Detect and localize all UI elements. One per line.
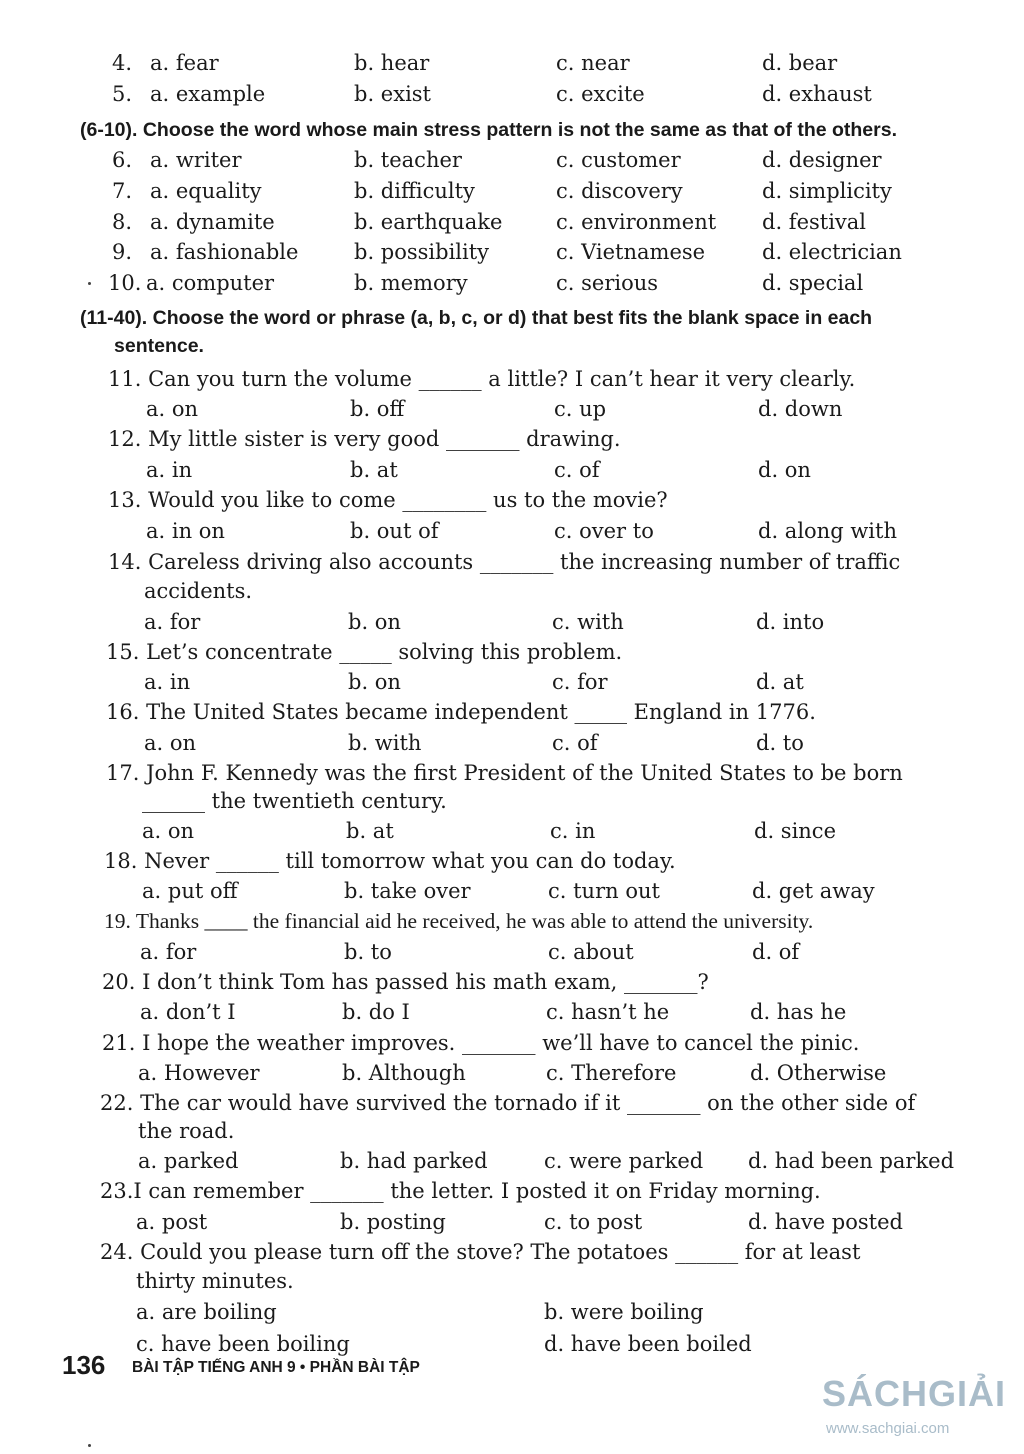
option-a: a. are boiling xyxy=(136,1300,277,1324)
section-heading-6-10: (6-10). Choose the word whose main stress pattern is not the same as that of the others. xyxy=(80,119,898,141)
option-b: b. at xyxy=(346,819,394,843)
option-d: d. to xyxy=(756,731,804,755)
heading-line-1: (11-40). Choose the word or phrase (a, b, c, or d) that best fits the blank space in each xyxy=(80,307,873,329)
option-b: b. difficulty xyxy=(354,179,475,203)
option-b: b. posting xyxy=(340,1210,446,1234)
question-5 xyxy=(0,79,1024,109)
option-c: c. turn out xyxy=(548,879,660,903)
question-12-text: 12. My little sister is very good _______ drawing. xyxy=(108,427,621,451)
question-number: 10. xyxy=(108,271,142,295)
question-20-options xyxy=(0,997,1024,1027)
option-b: b. do I xyxy=(342,1000,410,1024)
option-d: d. at xyxy=(756,670,804,694)
option-c: c. hasn’t he xyxy=(546,1000,670,1024)
question-24-continuation: thirty minutes. xyxy=(136,1269,294,1293)
question-14-text: 14. Careless driving also accounts _______ the increasing number of traffic xyxy=(108,550,901,574)
watermark-logo: SÁCHGIẢI xyxy=(822,1373,1007,1414)
option-c: c. discovery xyxy=(556,179,683,203)
option-c: c. excite xyxy=(556,82,645,106)
option-c: c. of xyxy=(552,731,598,755)
option-a: a. on xyxy=(142,819,195,843)
option-a: a. dynamite xyxy=(150,210,275,234)
question-12-options xyxy=(0,455,1024,485)
option-c: c. environment xyxy=(556,210,717,234)
question-13-options xyxy=(0,516,1024,546)
question-17-options xyxy=(0,816,1024,846)
question-22-options xyxy=(0,1146,1024,1176)
question-23-text: 23.I can remember _______ the letter. I posted it on Friday morning. xyxy=(100,1179,821,1203)
option-c: c. near xyxy=(556,51,630,75)
option-d: d. bear xyxy=(762,51,838,75)
option-b: b. to xyxy=(344,940,392,964)
option-d: d. special xyxy=(762,271,864,295)
question-16-options xyxy=(0,728,1024,758)
option-d: d. into xyxy=(756,610,825,634)
question-18-options xyxy=(0,876,1024,906)
watermark-url: www.sachgiai.com xyxy=(826,1420,950,1437)
question-24-options-row-1 xyxy=(0,1297,1024,1327)
option-c: c. up xyxy=(554,397,607,421)
option-a: a. on xyxy=(144,731,197,755)
question-11-options xyxy=(0,394,1024,424)
option-c: c. Therefore xyxy=(546,1061,677,1085)
option-c: c. to post xyxy=(544,1210,643,1234)
option-a: a. don’t I xyxy=(140,1000,236,1024)
question-7 xyxy=(0,176,1024,206)
question-20-text: 20. I don’t think Tom has passed his math exam, _______? xyxy=(102,970,709,994)
option-a: a. example xyxy=(150,82,266,106)
question-8 xyxy=(0,207,1024,237)
book-title: BÀI TẬP TIẾNG ANH 9 • PHẦN BÀI TẬP xyxy=(132,1359,420,1376)
option-b: b. were boiling xyxy=(544,1300,704,1324)
option-d: d. down xyxy=(758,397,843,421)
question-15-text: 15. Let’s concentrate _____ solving this problem. xyxy=(106,640,623,664)
question-18-text: 18. Never ______ till tomorrow what you can do today. xyxy=(104,849,676,873)
option-d: d. had been parked xyxy=(748,1149,955,1173)
section-heading-11-40 xyxy=(80,304,980,360)
question-number: 5. xyxy=(112,82,133,106)
option-d: d. since xyxy=(754,819,837,843)
option-d: d. on xyxy=(758,458,811,482)
option-c: c. in xyxy=(550,819,596,843)
option-a: a. post xyxy=(136,1210,208,1234)
option-d: d. designer xyxy=(762,148,882,172)
question-23-options xyxy=(0,1207,1024,1237)
question-22-text: 22. The car would have survived the tornado if it _______ on the other side of xyxy=(100,1091,916,1115)
option-d: d. Otherwise xyxy=(750,1061,887,1085)
option-a: a. computer xyxy=(146,271,275,295)
option-a: a. in xyxy=(146,458,193,482)
option-a: a. However xyxy=(138,1061,260,1085)
question-number: 4. xyxy=(112,51,133,75)
question-21-text: 21. I hope the weather improves. _______ we’ll have to cancel the pinic. xyxy=(102,1031,860,1055)
option-c: c. were parked xyxy=(544,1149,704,1173)
option-a: a. on xyxy=(146,397,199,421)
question-17-continuation: ______ the twentieth century. xyxy=(142,789,447,813)
option-d: d. of xyxy=(752,940,800,964)
option-a: a. fashionable xyxy=(150,240,299,264)
option-b: b. on xyxy=(348,610,401,634)
question-21-options xyxy=(0,1058,1024,1088)
question-19-text: 19. Thanks ____ the financial aid he received, he was able to attend the university. xyxy=(104,909,814,933)
option-a: a. fear xyxy=(150,51,219,75)
option-b: b. had parked xyxy=(340,1149,488,1173)
option-d: d. festival xyxy=(762,210,867,234)
question-number: 7. xyxy=(112,179,133,203)
question-15-options xyxy=(0,667,1024,697)
question-number: 6. xyxy=(112,148,133,172)
question-6 xyxy=(0,145,1024,175)
question-24-options-row-2 xyxy=(0,1329,1024,1359)
option-c: c. have been boiling xyxy=(136,1332,350,1356)
option-b: b. memory xyxy=(354,271,468,295)
question-10 xyxy=(0,268,1024,298)
option-b: b. hear xyxy=(354,51,430,75)
option-c: c. customer xyxy=(556,148,681,172)
option-a: a. in on xyxy=(146,519,225,543)
option-b: b. take over xyxy=(344,879,471,903)
scan-speck xyxy=(88,282,91,285)
option-c: c. of xyxy=(554,458,600,482)
option-c: c. about xyxy=(548,940,634,964)
question-19-options xyxy=(0,937,1024,967)
question-number: 9. xyxy=(112,240,133,264)
option-b: b. Although xyxy=(342,1061,466,1085)
scan-speck xyxy=(88,1444,91,1447)
question-number: 8. xyxy=(112,210,133,234)
option-b: b. earthquake xyxy=(354,210,503,234)
question-11-text: 11. Can you turn the volume ______ a little? I can’t hear it very clearly. xyxy=(108,367,856,391)
question-13-text: 13. Would you like to come ________ us to the movie? xyxy=(108,488,668,512)
option-d: d. along with xyxy=(758,519,897,543)
option-b: b. off xyxy=(350,397,405,421)
option-a: a. for xyxy=(140,940,197,964)
page-number: 136 xyxy=(62,1350,106,1380)
option-d: d. get away xyxy=(752,879,875,903)
option-a: a. equality xyxy=(150,179,262,203)
option-a: a. put off xyxy=(142,879,238,903)
option-c: c. over to xyxy=(554,519,654,543)
question-22-continuation: the road. xyxy=(138,1119,235,1143)
option-d: d. exhaust xyxy=(762,82,872,106)
option-b: b. with xyxy=(348,731,422,755)
option-a: a. for xyxy=(144,610,201,634)
heading-line-2: sentence. xyxy=(114,335,204,357)
option-a: a. parked xyxy=(138,1149,239,1173)
option-c: c. with xyxy=(552,610,624,634)
option-b: b. on xyxy=(348,670,401,694)
option-b: b. possibility xyxy=(354,240,490,264)
option-a: a. writer xyxy=(150,148,242,172)
option-d: d. simplicity xyxy=(762,179,892,203)
question-9 xyxy=(0,237,1024,267)
option-c: c. for xyxy=(552,670,608,694)
question-14-continuation: accidents. xyxy=(144,579,253,603)
option-b: b. teacher xyxy=(354,148,462,172)
question-17-text: 17. John F. Kennedy was the first President of the United States to be born xyxy=(106,761,903,785)
option-b: b. at xyxy=(350,458,398,482)
option-c: c. serious xyxy=(556,271,659,295)
option-d: d. electrician xyxy=(762,240,902,264)
option-d: d. have been boiled xyxy=(544,1332,752,1356)
question-14-options xyxy=(0,607,1024,637)
option-d: d. have posted xyxy=(748,1210,903,1234)
question-4 xyxy=(0,48,1024,78)
option-b: b. exist xyxy=(354,82,431,106)
watermark xyxy=(822,1372,1022,1442)
option-b: b. out of xyxy=(350,519,439,543)
option-c: c. Vietnamese xyxy=(556,240,706,264)
option-d: d. has he xyxy=(750,1000,847,1024)
question-16-text: 16. The United States became independent _____ England in 1776. xyxy=(106,700,816,724)
option-a: a. in xyxy=(144,670,191,694)
question-24-text: 24. Could you please turn off the stove? The potatoes ______ for at least xyxy=(100,1240,861,1264)
